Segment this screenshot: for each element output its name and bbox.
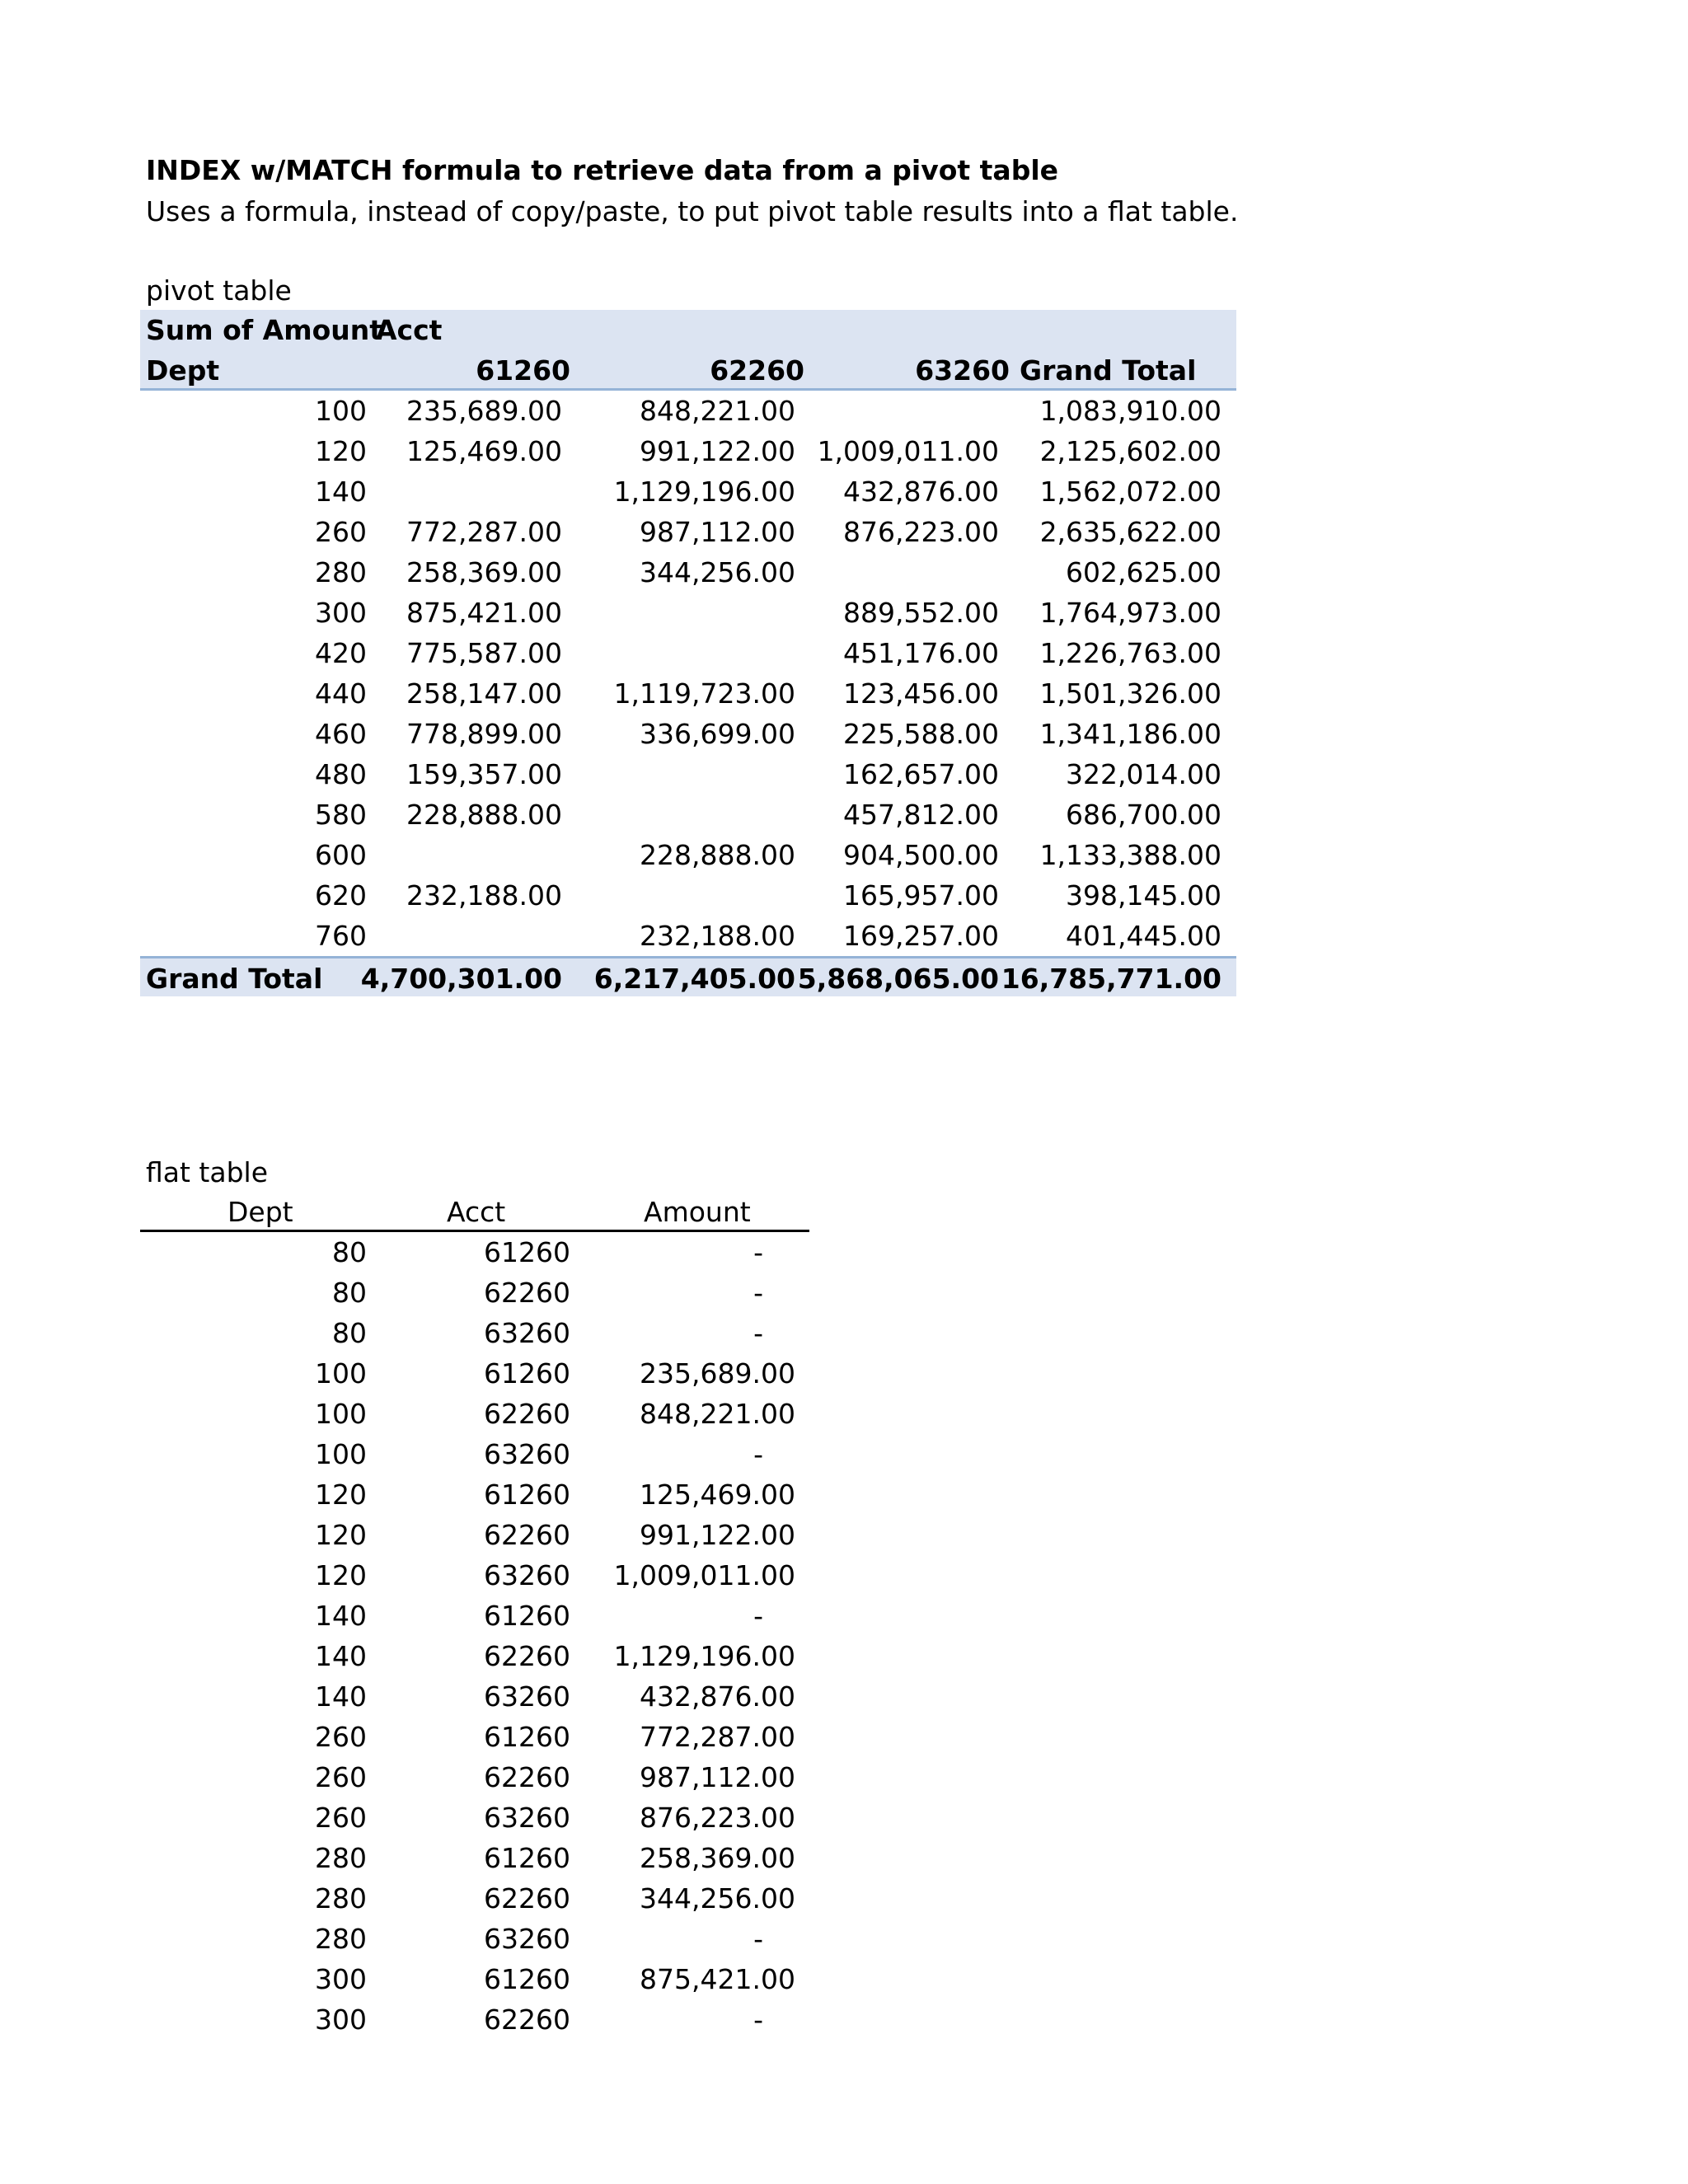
flat-row: [140, 1878, 809, 1919]
pivot-acct-header: 61260: [476, 354, 570, 387]
pivot-dept-cell: 420: [315, 637, 367, 669]
pivot-row-total-cell: 686,700.00: [1066, 799, 1221, 831]
pivot-value-cell: 336,699.00: [640, 718, 795, 750]
flat-acct-cell: 61260: [484, 1963, 570, 1995]
flat-dept-cell: 80: [332, 1236, 367, 1268]
pivot-column-field-header: Acct: [376, 314, 443, 346]
pivot-header-row-2: [140, 350, 1236, 391]
flat-amount-cell: 1,009,011.00: [613, 1559, 795, 1591]
pivot-value-cell: 848,221.00: [640, 395, 795, 427]
flat-amount-cell: -: [753, 1923, 763, 1955]
flat-dept-cell: 100: [315, 1438, 367, 1470]
pivot-value-cell: 991,122.00: [640, 435, 795, 467]
grand-total-cell: 16,785,771.00: [1001, 963, 1221, 995]
page-title: INDEX w/MATCH formula to retrieve data from a pivot table: [146, 154, 1059, 186]
flat-row: [140, 1636, 809, 1676]
pivot-dept-cell: 580: [315, 799, 367, 831]
flat-amount-cell: 772,287.00: [640, 1721, 795, 1753]
flat-row: [140, 1353, 809, 1394]
flat-row: [140, 1838, 809, 1878]
flat-dept-cell: 100: [315, 1398, 367, 1430]
flat-acct-cell: 63260: [484, 1317, 570, 1349]
flat-amount-cell: -: [753, 1236, 763, 1268]
pivot-row: [140, 512, 1236, 552]
flat-amount-cell: 875,421.00: [640, 1963, 795, 1995]
flat-acct-cell: 63260: [484, 1923, 570, 1955]
pivot-row: [140, 552, 1236, 593]
flat-dept-cell: 260: [315, 1802, 367, 1834]
flat-acct-cell: 63260: [484, 1802, 570, 1834]
flat-amount-cell: -: [753, 1277, 763, 1309]
pivot-dept-cell: 260: [315, 516, 367, 548]
pivot-dept-cell: 440: [315, 677, 367, 710]
flat-row: [140, 1919, 809, 1959]
pivot-row-total-cell: 1,501,326.00: [1039, 677, 1221, 710]
pivot-row: [140, 835, 1236, 875]
flat-acct-cell: 62260: [484, 2004, 570, 2036]
pivot-row: [140, 391, 1236, 431]
flat-acct-cell: 62260: [484, 1882, 570, 1915]
pivot-value-cell: 344,256.00: [640, 556, 795, 588]
pivot-value-cell: 772,287.00: [406, 516, 562, 548]
grand-total-cell: 6,217,405.00: [593, 963, 795, 995]
flat-dept-cell: 280: [315, 1882, 367, 1915]
pivot-value-cell: 1,009,011.00: [817, 435, 999, 467]
flat-row: [140, 1959, 809, 1999]
pivot-table: [140, 310, 1236, 996]
flat-acct-cell: 63260: [484, 1559, 570, 1591]
pivot-row-total-cell: 1,226,763.00: [1039, 637, 1221, 669]
flat-amount-cell: -: [753, 1438, 763, 1470]
pivot-dept-cell: 600: [315, 839, 367, 871]
pivot-value-cell: 1,129,196.00: [613, 476, 795, 508]
grand-total-cell: 5,868,065.00: [797, 963, 999, 995]
pivot-row-field-header: Dept: [146, 354, 220, 387]
flat-dept-cell: 120: [315, 1479, 367, 1511]
pivot-dept-cell: 100: [315, 395, 367, 427]
pivot-row: [140, 875, 1236, 916]
flat-amount-cell: 848,221.00: [640, 1398, 795, 1430]
pivot-value-cell: 778,899.00: [406, 718, 562, 750]
pivot-dept-cell: 280: [315, 556, 367, 588]
flat-dept-cell: 280: [315, 1842, 367, 1874]
pivot-value-cell: 165,957.00: [843, 879, 999, 912]
flat-table-label: flat table: [146, 1156, 269, 1188]
pivot-dept-cell: 140: [315, 476, 367, 508]
pivot-value-cell: 235,689.00: [406, 395, 562, 427]
flat-row: [140, 1272, 809, 1313]
pivot-row: [140, 916, 1236, 956]
flat-amount-cell: 432,876.00: [640, 1680, 795, 1713]
pivot-dept-cell: 300: [315, 597, 367, 629]
flat-acct-cell: 63260: [484, 1438, 570, 1470]
flat-row: [140, 1232, 809, 1272]
flat-amount-cell: -: [753, 1317, 763, 1349]
pivot-header-row-1: [140, 310, 1236, 350]
pivot-row-total-cell: 322,014.00: [1066, 758, 1221, 790]
pivot-row-total-cell: 398,145.00: [1066, 879, 1221, 912]
flat-amount-cell: -: [753, 1600, 763, 1632]
flat-acct-cell: 62260: [484, 1277, 570, 1309]
flat-amount-cell: -: [753, 2004, 763, 2036]
pivot-table-label: pivot table: [146, 274, 292, 307]
pivot-value-cell: 904,500.00: [843, 839, 999, 871]
flat-row: [140, 1394, 809, 1434]
pivot-row: [140, 754, 1236, 794]
pivot-value-cell: 123,456.00: [843, 677, 999, 710]
pivot-value-cell: 232,188.00: [406, 879, 562, 912]
flat-acct-cell: 62260: [484, 1519, 570, 1551]
pivot-value-cell: 169,257.00: [843, 920, 999, 952]
flat-amount-header: Amount: [644, 1196, 751, 1228]
pivot-value-cell: 258,369.00: [406, 556, 562, 588]
flat-acct-cell: 62260: [484, 1640, 570, 1672]
flat-dept-cell: 260: [315, 1761, 367, 1793]
pivot-value-cell: 775,587.00: [406, 637, 562, 669]
flat-acct-cell: 61260: [484, 1842, 570, 1874]
pivot-row-total-cell: 1,133,388.00: [1039, 839, 1221, 871]
flat-acct-cell: 61260: [484, 1479, 570, 1511]
pivot-row: [140, 633, 1236, 673]
flat-row: [140, 1676, 809, 1717]
flat-acct-header: Acct: [447, 1196, 506, 1228]
flat-amount-cell: 876,223.00: [640, 1802, 795, 1834]
pivot-value-cell: 159,357.00: [406, 758, 562, 790]
pivot-grand-total-header: Grand Total: [1020, 354, 1197, 387]
pivot-value-cell: 987,112.00: [640, 516, 795, 548]
flat-acct-cell: 62260: [484, 1761, 570, 1793]
pivot-row: [140, 714, 1236, 754]
pivot-dept-cell: 760: [315, 920, 367, 952]
grand-total-cell: 4,700,301.00: [360, 963, 562, 995]
flat-amount-cell: 987,112.00: [640, 1761, 795, 1793]
flat-dept-cell: 80: [332, 1277, 367, 1309]
flat-amount-cell: 991,122.00: [640, 1519, 795, 1551]
pivot-value-cell: 232,188.00: [640, 920, 795, 952]
pivot-row-total-cell: 1,764,973.00: [1039, 597, 1221, 629]
grand-total-label: Grand Total: [146, 963, 323, 995]
pivot-row-total-cell: 2,635,622.00: [1039, 516, 1221, 548]
flat-acct-cell: 61260: [484, 1721, 570, 1753]
flat-row: [140, 1757, 809, 1797]
pivot-row: [140, 431, 1236, 471]
pivot-value-cell: 228,888.00: [640, 839, 795, 871]
flat-table: [140, 1192, 809, 2040]
flat-acct-cell: 61260: [484, 1600, 570, 1632]
flat-row: [140, 1434, 809, 1474]
pivot-dept-cell: 480: [315, 758, 367, 790]
flat-dept-cell: 280: [315, 1923, 367, 1955]
pivot-value-cell: 225,588.00: [843, 718, 999, 750]
pivot-value-cell: 125,469.00: [406, 435, 562, 467]
flat-amount-cell: 1,129,196.00: [613, 1640, 795, 1672]
flat-row: [140, 1515, 809, 1555]
pivot-value-cell: 876,223.00: [843, 516, 999, 548]
pivot-row-total-cell: 602,625.00: [1066, 556, 1221, 588]
pivot-value-cell: 457,812.00: [843, 799, 999, 831]
pivot-value-cell: 889,552.00: [843, 597, 999, 629]
flat-dept-cell: 140: [315, 1600, 367, 1632]
flat-row: [140, 1999, 809, 2040]
pivot-value-cell: 162,657.00: [843, 758, 999, 790]
flat-acct-cell: 63260: [484, 1680, 570, 1713]
pivot-acct-header: 62260: [710, 354, 804, 387]
flat-row: [140, 1596, 809, 1636]
flat-body: [140, 1232, 809, 2040]
pivot-row: [140, 673, 1236, 714]
flat-dept-cell: 120: [315, 1559, 367, 1591]
flat-row: [140, 1797, 809, 1838]
pivot-value-cell: 258,147.00: [406, 677, 562, 710]
pivot-acct-header: 63260: [915, 354, 1010, 387]
flat-dept-cell: 140: [315, 1640, 367, 1672]
pivot-value-cell: 1,119,723.00: [613, 677, 795, 710]
flat-acct-cell: 62260: [484, 1398, 570, 1430]
flat-row: [140, 1474, 809, 1515]
pivot-value-cell: 875,421.00: [406, 597, 562, 629]
flat-acct-cell: 61260: [484, 1236, 570, 1268]
flat-amount-cell: 235,689.00: [640, 1357, 795, 1390]
flat-dept-header: Dept: [227, 1196, 293, 1228]
pivot-value-cell: 451,176.00: [843, 637, 999, 669]
page-subtitle: Uses a formula, instead of copy/paste, to put pivot table results into a flat table.: [146, 195, 1239, 227]
pivot-row: [140, 471, 1236, 512]
flat-dept-cell: 300: [315, 1963, 367, 1995]
pivot-value-cell: 432,876.00: [843, 476, 999, 508]
flat-header-row: [140, 1192, 809, 1232]
pivot-value-cell: 228,888.00: [406, 799, 562, 831]
flat-dept-cell: 120: [315, 1519, 367, 1551]
flat-dept-cell: 100: [315, 1357, 367, 1390]
pivot-body: [140, 391, 1236, 956]
pivot-dept-cell: 460: [315, 718, 367, 750]
flat-amount-cell: 125,469.00: [640, 1479, 795, 1511]
pivot-row-total-cell: 2,125,602.00: [1039, 435, 1221, 467]
pivot-grand-total-row: [140, 956, 1236, 996]
flat-row: [140, 1313, 809, 1353]
pivot-row-total-cell: 1,562,072.00: [1039, 476, 1221, 508]
flat-acct-cell: 61260: [484, 1357, 570, 1390]
flat-row: [140, 1717, 809, 1757]
pivot-row: [140, 593, 1236, 633]
flat-dept-cell: 80: [332, 1317, 367, 1349]
flat-row: [140, 1555, 809, 1596]
pivot-row-total-cell: 1,083,910.00: [1039, 395, 1221, 427]
flat-dept-cell: 140: [315, 1680, 367, 1713]
pivot-dept-cell: 120: [315, 435, 367, 467]
flat-dept-cell: 300: [315, 2004, 367, 2036]
pivot-dept-cell: 620: [315, 879, 367, 912]
pivot-row: [140, 794, 1236, 835]
pivot-measure-header: Sum of Amount: [146, 314, 383, 346]
flat-amount-cell: 344,256.00: [640, 1882, 795, 1915]
flat-amount-cell: 258,369.00: [640, 1842, 795, 1874]
flat-dept-cell: 260: [315, 1721, 367, 1753]
pivot-row-total-cell: 401,445.00: [1066, 920, 1221, 952]
pivot-row-total-cell: 1,341,186.00: [1039, 718, 1221, 750]
